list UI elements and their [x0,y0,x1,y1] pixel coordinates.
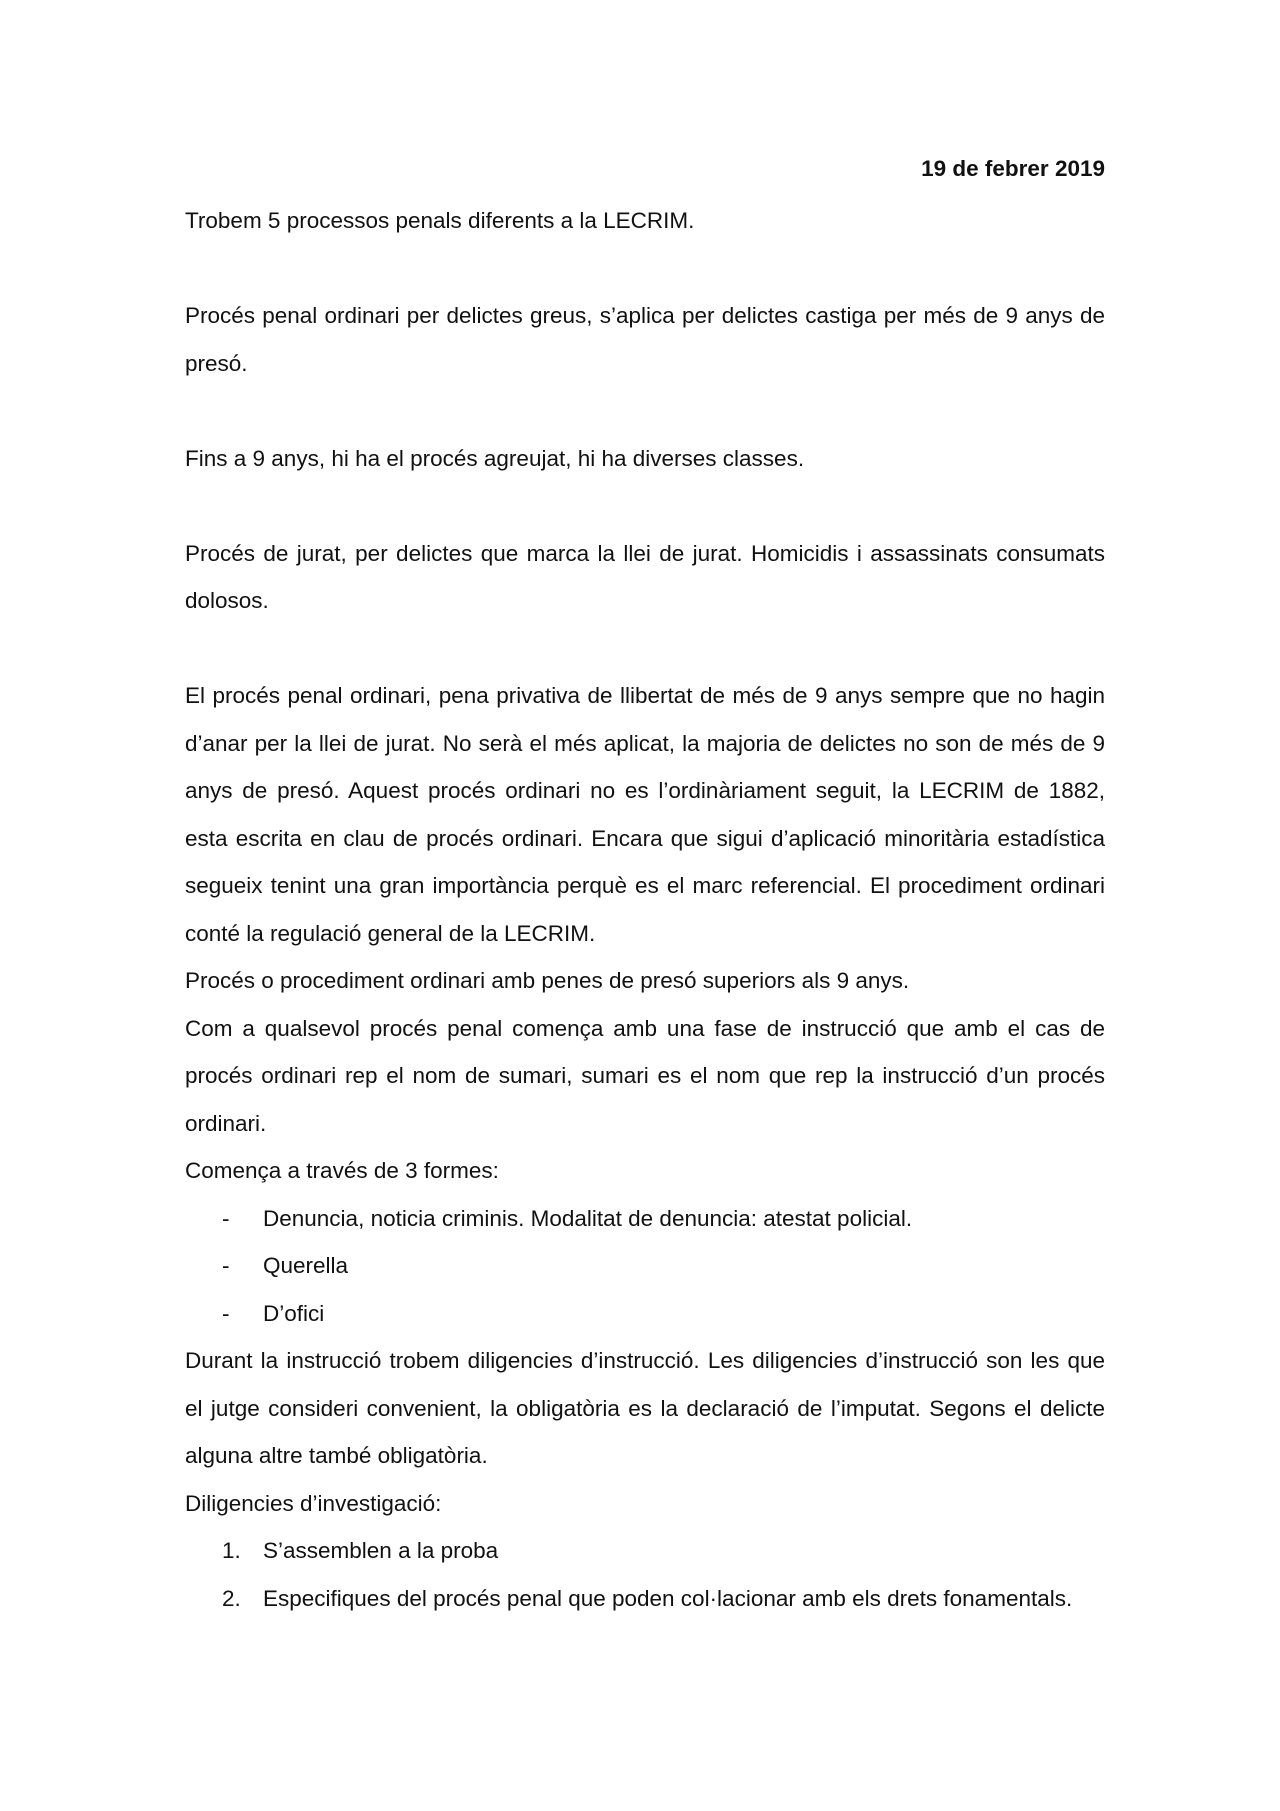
paragraph-ordinary-process: Procés penal ordinari per delictes greus, s’aplica per delictes castiga per més de 9 anys de presó. [185,303,1105,376]
list-item [185,1195,1105,1243]
paragraph-diligences: Durant la instrucció trobem diligencies d’instrucció. Les diligencies d’instrucció son les que el jutge consideri convenient, la obligatòria es la declaració de l’imputat. Segons el delicte alguna altre també obligatòria. [185,1348,1105,1468]
list-marker: - [222,1205,230,1231]
paragraph-ordinary-summary: Procés o procediment ordinari amb penes de presó superiors als 9 anys. [185,968,910,993]
paragraph-instruction-phase: Com a qualsevol procés penal comença amb una fase de instrucció que amb el cas de procés ordinari rep el nom de sumari, sumari es el nom que rep la instrucció d’un procés ordinari. [185,1015,1105,1136]
paragraph-intro: Trobem 5 processos penals diferents a la LECRIM. [185,208,695,233]
list-item [185,1290,1105,1338]
list-marker: 1. [222,1538,241,1563]
paragraph-spacer [185,245,1105,293]
paragraph-ordinary-details: El procés penal ordinari, pena privativa de llibertat de més de 9 anys sempre que no hagin d’anar per la llei de jurat. No serà el més aplicat, la majoria de delictes no son de més de 9 anys de presó. Aquest procés ordinari no es l’ordinàriament seguit, la LECRIM de 1882, esta escrita en clau de procés ordinari. Encara que sigui d’aplicació minoritària estadística segueix tenint una gran importància perquè es el marc referencial. El procediment ordinari conté la regulació general de la LECRIM. [185,683,1105,946]
paragraph-spacer [185,482,1105,530]
list-item-text: Especifiques del procés penal que poden col·lacionar amb els drets fonamentals. [263,1585,1073,1611]
paragraph-investigation-heading: Diligencies d’investigació: [185,1490,442,1516]
list-marker: - [222,1300,230,1326]
paragraph-forms-heading: Comença a través de 3 formes: [185,1158,499,1183]
list-item-text: Denuncia, noticia criminis. Modalitat de denuncia: atestat policial. [263,1205,913,1231]
paragraph-jury-process: Procés de jurat, per delictes que marca la llei de jurat. Homicidis i assassinats consumats dolosos. [185,540,1105,613]
list-marker: - [222,1253,230,1278]
forms-list [185,1195,1105,1338]
paragraph-aggravated-process: Fins a 9 anys, hi ha el procés agreujat, hi ha diverses classes. [185,445,805,471]
list-item-text: D’ofici [263,1300,325,1326]
list-marker: 2. [222,1585,241,1611]
investigation-list [185,1527,1105,1622]
list-item [185,1527,1105,1575]
list-item-text: Querella [263,1253,349,1278]
paragraph-spacer [185,387,1105,435]
paragraph-spacer [185,625,1105,673]
document-date: 19 de febrer 2019 [921,156,1105,181]
document-body [185,151,1105,1622]
list-item [185,1242,1105,1290]
list-item-text: S’assemblen a la proba [263,1538,499,1563]
list-item [185,1575,1105,1623]
